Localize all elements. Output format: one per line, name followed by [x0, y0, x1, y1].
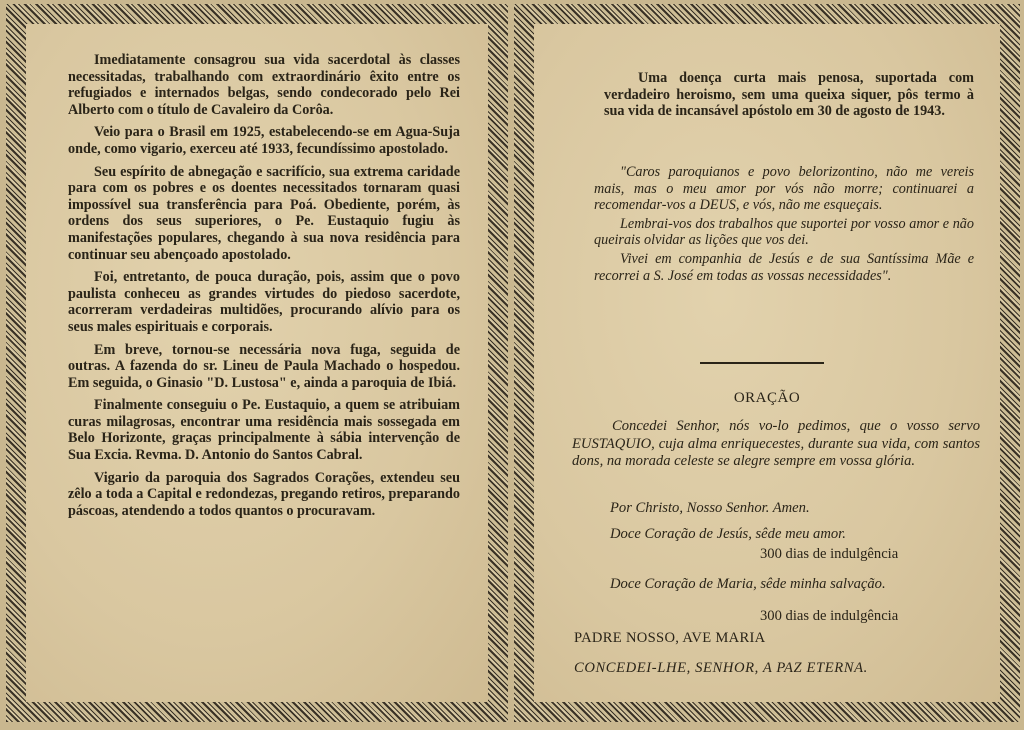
divider-rule [700, 362, 824, 364]
quote-paragraph-2: Lembrai-vos dos trabalhos que suportei por vosso amor e não queirais olvidar as lições que vos dei. [594, 215, 974, 249]
bio-paragraph-3: Seu espírito de abnegação e sacrifício, sua extrema caridade para com os pobres e os doentes necessitados tornaram quasi impossível sua transferência para Poá. Obediente, porém, às ordens dos seus superiores, o Pe. Eustaquio fugiu às manifestações populares, chegando à sua nova residência para continuar seu abençoado apostolado. [68, 163, 460, 263]
oracao-heading: ORAÇÃO [733, 390, 801, 406]
final-invocation: CONCEDEI-LHE, SENHOR, A PAZ ETERNA. [574, 660, 868, 676]
biography-text [68, 52, 460, 525]
intro-text [604, 70, 974, 120]
right-panel [514, 4, 1020, 722]
jaculatoria-jesus: Doce Coração de Jesús, sêde meu amor. [610, 526, 846, 542]
quote-paragraph-1: "Caros paroquianos e povo belorizontino, não me vereis mais, mas o meu amor por vós não morre; continuarei a recomendar-vos a DEUS, e vós, não me esqueçais. [594, 164, 974, 214]
indulgencia-1: 300 dias de indulgência [760, 546, 899, 562]
jaculatoria-maria: Doce Coração de Maria, sêde minha salvação. [610, 576, 886, 592]
bio-paragraph-4: Foi, entretanto, de pouca duração, pois, assim que o povo paulista conheceu as grandes virtudes do piedoso sacerdote, acorreram verdadeiras multidões, procurando alívio para os seus males espirituais e corporais. [68, 269, 460, 335]
bio-paragraph-7: Vigario da paroquia dos Sagrados Corações, extendeu seu zêlo a toda a Capital e redondezas, pregando retiros, preparando páscoas, atendendo a todos quantos o procuravam. [68, 469, 460, 519]
farewell-quote [594, 164, 974, 286]
oracao-paragraph: Concedei Senhor, nós vo-lo pedimos, que o vosso servo EUSTAQUIO, cuja alma enriquecestes, durante sua vida, com santos dons, na morada celeste se alegre sempre em vossa glória. [572, 418, 980, 470]
padre-nosso-line: PADRE NOSSO, AVE MARIA [574, 630, 766, 646]
bio-paragraph-5: Em breve, tornou-se necessária nova fuga, seguida de outras. A fazenda do sr. Lineu de Paula Machado o hospedou. Em seguida, o Ginasio "D. Lustosa" e, ainda a paroquia de Ibiá. [68, 341, 460, 391]
bio-paragraph-2: Veio para o Brasil em 1925, estabelecendo-se em Agua-Suja onde, como vigario, exerceu até 1933, fecundíssimo apostolado. [68, 124, 460, 157]
por-christo-line: Por Christo, Nosso Senhor. Amen. [610, 500, 810, 516]
intro-paragraph: Uma doença curta mais penosa, suportada com verdadeiro heroismo, sem uma queixa siquer, pôs termo à sua vida de incansável apóstolo em 30 de agosto de 1943. [604, 70, 974, 120]
indulgencia-2: 300 dias de indulgência [760, 608, 899, 624]
oracao-text [572, 418, 980, 471]
bio-paragraph-6: Finalmente conseguiu o Pe. Eustaquio, a quem se atribuiam curas milagrosas, encontrar uma residência mais sossegada em Belo Horizonte, graças principalmente à sábia intervenção de Sua Excia. Revma. D. Antonio do Santos Cabral. [68, 397, 460, 464]
bio-paragraph-1: Imediatamente consagrou sua vida sacerdotal às classes necessitadas, trabalhando com extraordinário êxito entre os refugiados e internados belgas, sendo condecorado pelo Rei Alberto com o título de Cavaleiro da Corôa. [68, 52, 460, 118]
quote-paragraph-3: Vivei em companhia de Jesús e de sua Santíssima Mãe e recorrei a S. José em todas as vossas necessidades". [594, 250, 974, 284]
